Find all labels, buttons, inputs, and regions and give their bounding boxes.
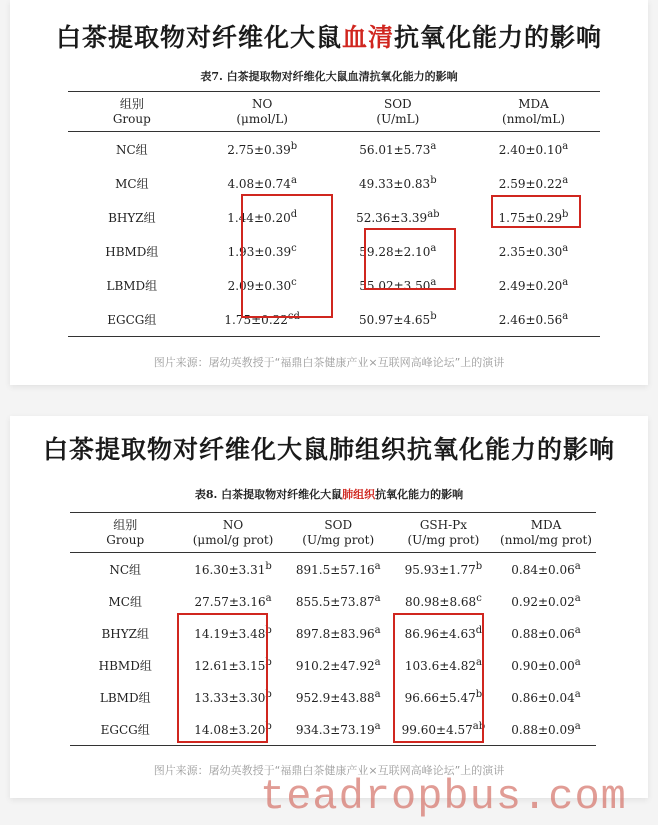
table7-caption: 表7. 白茶提取物对纤维化大鼠血清抗氧化能力的影响 xyxy=(200,70,458,83)
sod-cell: 891.5±57.16$^a$ xyxy=(295,561,381,577)
serum-section-title: 白茶提取物对纤维化大鼠血清抗氧化能力的影响 xyxy=(55,23,603,52)
image-source-note: 图片来源：屠幼英教授于“福鼎白茶健康产业×互联网高峰论坛”上的演讲 xyxy=(153,356,505,369)
sod-cell: 56.01±5.73$^a$ xyxy=(359,141,437,157)
no-cell: 1.44±0.20$^d$ xyxy=(227,209,298,225)
title-highlight-serum: 血清 xyxy=(341,23,394,52)
sod-cell: 855.5±73.87$^a$ xyxy=(295,593,381,609)
table8-header-row xyxy=(70,513,596,553)
highlight-box-no xyxy=(241,194,333,318)
group-cell: BHYZ组 xyxy=(108,210,156,225)
sod-cell: 952.9±43.88$^a$ xyxy=(295,689,381,705)
mda-cell: 0.86±0.04$^a$ xyxy=(511,689,581,705)
mda-cell: 0.90±0.00$^a$ xyxy=(511,657,581,673)
mda-cell: 2.49±0.20$^a$ xyxy=(498,277,569,293)
table-row xyxy=(70,553,596,586)
table7-header-row xyxy=(68,92,600,132)
gsh-px-cell: 95.93±1.77$^b$ xyxy=(404,561,483,577)
gsh-px-cell: 96.66±5.47$^b$ xyxy=(404,689,483,705)
table-row xyxy=(68,302,600,337)
no-cell: 14.08±3.20$^b$ xyxy=(180,713,285,746)
image-source-note: 图片来源：屠幼英教授于“福鼎白茶健康产业×互联网高峰论坛”上的演讲 xyxy=(153,764,505,777)
sod-cell: 910.2±47.92$^a$ xyxy=(295,657,381,673)
group-cell: LBMD组 xyxy=(106,278,158,293)
gsh-px-cell: 80.98±8.68$^c$ xyxy=(405,593,482,609)
sod-cell: 934.3±73.19$^a$ xyxy=(286,713,391,746)
group-cell: NC组 xyxy=(115,142,148,157)
serum-table-card xyxy=(10,0,648,385)
no-cell: 27.57±3.16$^a$ xyxy=(194,593,272,609)
group-cell: MC组 xyxy=(108,594,142,609)
table8-caption: 表8. 白茶提取物对纤维化大鼠肺组织抗氧化能力的影响 xyxy=(194,488,464,501)
mda-cell: 0.92±0.02$^a$ xyxy=(511,593,581,609)
header-mda: MDA (nmol/mL) xyxy=(467,92,600,132)
mda-cell: 0.84±0.06$^a$ xyxy=(511,561,581,577)
group-cell: NC组 xyxy=(109,562,142,577)
group-cell: LBMD组 xyxy=(99,690,151,705)
sod-cell: 897.8±83.96$^a$ xyxy=(295,625,381,641)
lung-table-card xyxy=(10,416,648,798)
gsh-px-cell: 99.60±4.57$^{ab}$ xyxy=(391,713,496,746)
group-cell: MC组 xyxy=(115,176,149,191)
header-mda: MDA (nmol/mg prot) xyxy=(496,513,596,553)
group-cell: HBMD组 xyxy=(105,244,159,259)
no-cell: 1.93±0.39$^c$ xyxy=(227,243,297,259)
header-group: 组别 Group xyxy=(68,92,196,132)
mda-cell: 1.75±0.29$^b$ xyxy=(498,209,569,225)
gsh-px-cell: 103.6±4.82$^a$ xyxy=(404,657,482,673)
no-cell: 12.61±3.15$^b$ xyxy=(194,657,272,673)
header-sod: SOD (U/mL) xyxy=(329,92,467,132)
mda-cell: 2.46±0.56$^a$ xyxy=(467,302,600,337)
no-cell: 16.30±3.31$^b$ xyxy=(194,561,272,577)
header-sod: SOD (U/mg prot) xyxy=(286,513,391,553)
group-cell: EGCG组 xyxy=(68,302,196,337)
header-gsh-px: GSH-Px (U/mg prot) xyxy=(391,513,496,553)
sod-cell: 50.97±4.65$^b$ xyxy=(329,302,467,337)
table-row xyxy=(68,132,600,167)
highlight-box-sod xyxy=(364,228,456,290)
no-cell: 4.08±0.74$^a$ xyxy=(227,175,297,191)
no-cell: 2.09±0.30$^c$ xyxy=(227,277,297,293)
group-cell: EGCG组 xyxy=(70,713,180,746)
table-row xyxy=(68,234,600,268)
header-group: 组别 Group xyxy=(70,513,180,553)
mda-cell: 2.35±0.30$^a$ xyxy=(498,243,569,259)
highlight-box-mda xyxy=(491,195,581,228)
highlight-box-gsh-px xyxy=(393,613,484,743)
mda-cell: 0.88±0.06$^a$ xyxy=(511,625,581,641)
sod-cell: 59.28±2.10$^a$ xyxy=(359,243,437,259)
sod-cell: 49.33±0.83$^b$ xyxy=(359,175,437,191)
sod-cell: 52.36±3.39$^{ab}$ xyxy=(356,209,440,225)
header-no: NO (μmol/L) xyxy=(196,92,329,132)
sod-cell: 55.02±3.50$^a$ xyxy=(359,277,437,293)
group-cell: HBMD组 xyxy=(98,658,152,673)
table-row xyxy=(70,713,596,746)
table8 xyxy=(70,512,596,746)
table-row xyxy=(70,585,596,617)
no-cell: 2.75±0.39$^b$ xyxy=(227,141,298,157)
table-row xyxy=(70,681,596,713)
watermark-logo: teadropbus.com xyxy=(260,773,627,821)
highlight-box-no xyxy=(177,613,268,743)
no-cell: 1.75±0.22$^{cd}$ xyxy=(196,302,329,337)
mda-cell: 0.88±0.09$^a$ xyxy=(496,713,596,746)
no-cell: 14.19±3.48$^b$ xyxy=(194,625,272,641)
table-row xyxy=(68,268,600,302)
no-cell: 13.33±3.30$^b$ xyxy=(194,689,272,705)
gsh-px-cell: 86.96±4.63$^d$ xyxy=(404,625,483,641)
mda-cell: 2.59±0.22$^a$ xyxy=(498,175,569,191)
lung-section-title: 白茶提取物对纤维化大鼠肺组织抗氧化能力的影响 xyxy=(42,435,615,464)
table-row xyxy=(70,649,596,681)
table-row xyxy=(70,617,596,649)
group-cell: BHYZ组 xyxy=(101,626,149,641)
caption-highlight-lung: 肺组织 xyxy=(342,488,376,501)
mda-cell: 2.40±0.10$^a$ xyxy=(498,141,569,157)
header-no: NO (μmol/g prot) xyxy=(180,513,285,553)
